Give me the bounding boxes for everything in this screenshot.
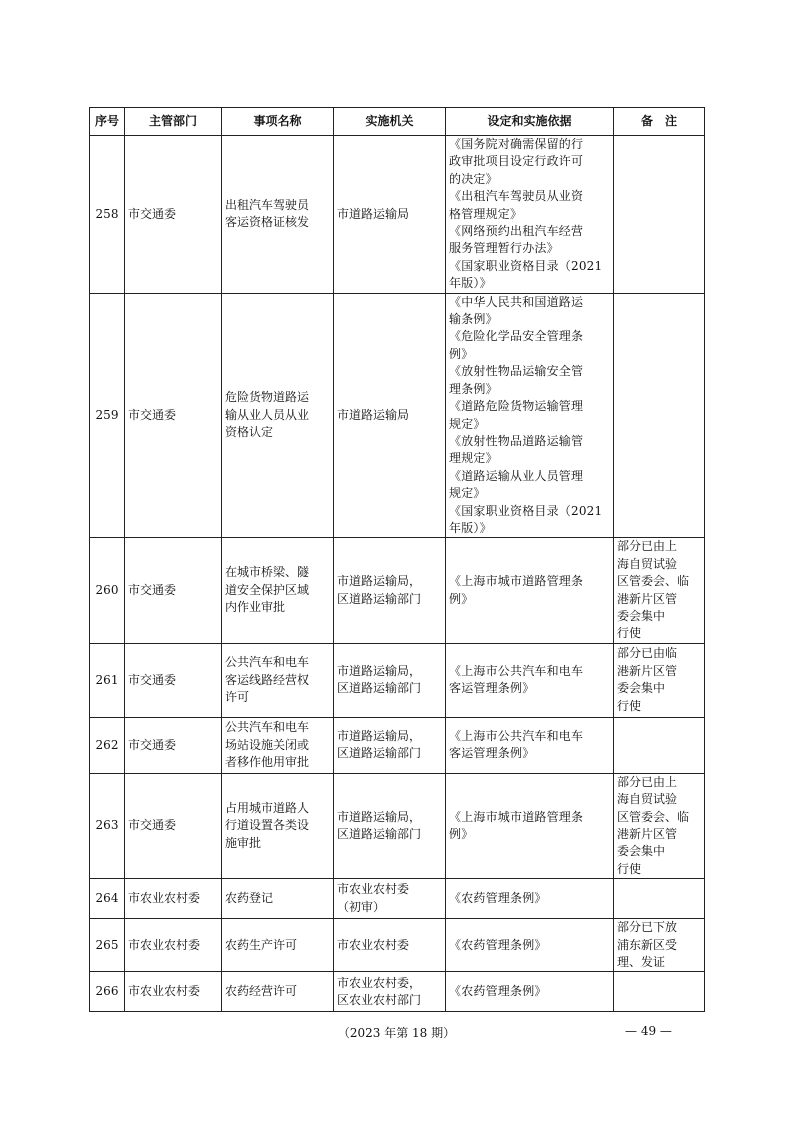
cell-item-name-line: 农药登记: [225, 891, 274, 906]
page-number: — 49 —: [625, 1024, 672, 1038]
cell-basis-line: 客运管理条例》: [449, 746, 535, 761]
cell-item-name-line: 公共汽车和电车: [225, 655, 310, 670]
cell-basis-line: 例》: [449, 591, 474, 606]
cell-basis-line: 输条例》: [449, 312, 498, 327]
cell-note: [614, 538, 705, 643]
cell-agency-line: 市道路运输局，: [337, 574, 422, 589]
header-agency: 实施机关: [334, 108, 446, 136]
cell-basis-line: 《网络预约出租汽车经营: [449, 224, 584, 239]
cell-note-line: 委会集中: [617, 844, 666, 859]
cell-item-name-line: 内作业审批: [225, 600, 286, 615]
cell-basis: [446, 919, 614, 972]
cell-basis-line: 《道路运输从业人员管理: [449, 468, 584, 483]
cell-basis-line: 《上海市城市道路管理条: [449, 809, 584, 824]
cell-agency: [334, 717, 446, 773]
cell-basis: [446, 538, 614, 643]
cell-agency-line: 市道路运输局，: [337, 809, 422, 824]
cell-note-line: 部分已由上: [617, 539, 678, 554]
cell-agency: [334, 972, 446, 1012]
issue-label: （2023 年第 18 期）: [337, 1026, 456, 1040]
header-serial: 序号: [90, 108, 125, 136]
cell-item-name: [222, 773, 334, 878]
cell-serial: 263: [90, 773, 125, 878]
cell-item-name-line: 占用城市道路人: [225, 800, 310, 815]
cell-basis-line: 理规定》: [449, 451, 498, 466]
cell-serial: 266: [90, 972, 125, 1012]
cell-basis-line: 《放射性物品运输安全管: [449, 364, 584, 379]
cell-agency: [334, 136, 446, 294]
header-department: 主管部门: [125, 108, 222, 136]
cell-basis: [446, 136, 614, 294]
cell-agency-line: 区道路运输部门: [337, 681, 422, 696]
cell-item-name-line: 道安全保护区域: [225, 582, 310, 597]
table-row: [90, 293, 705, 538]
cell-serial: 259: [90, 293, 125, 538]
cell-item-name: [222, 293, 334, 538]
cell-agency-line: （初审）: [337, 899, 386, 914]
cell-basis-line: 《出租汽车驾驶员从业资: [449, 189, 584, 204]
cell-agency-line: 市道路运输局，: [337, 728, 422, 743]
table-row: [90, 972, 705, 1012]
cell-item-name-line: 资格认定: [225, 425, 274, 440]
cell-note-line: 浦东新区受: [617, 937, 678, 952]
cell-item-name-line: 许可: [225, 689, 250, 704]
cell-agency-line: 市道路运输局: [337, 206, 410, 221]
cell-note: [614, 879, 705, 919]
cell-note-line: 海自贸试验: [617, 792, 678, 807]
cell-note-line: 区管委会、临: [617, 809, 690, 824]
cell-basis-line: 规定》: [449, 486, 486, 501]
cell-note-line: 理、发证: [617, 955, 666, 970]
table-row: [90, 538, 705, 643]
cell-note-line: 港新片区管: [617, 663, 678, 678]
cell-department: 市交通委: [125, 136, 222, 294]
cell-agency-line: 区道路运输部门: [337, 591, 422, 606]
cell-agency: [334, 773, 446, 878]
cell-note-line: 海自贸试验: [617, 556, 678, 571]
cell-basis-line: 格管理规定》: [449, 206, 523, 221]
cell-basis: [446, 773, 614, 878]
cell-note-line: 行使: [617, 698, 642, 713]
cell-basis-line: 《国家职业资格目录（2021: [449, 258, 603, 273]
cell-department: 市农业农村委: [125, 919, 222, 972]
cell-basis-line: 年版）》: [449, 276, 492, 291]
cell-basis-line: 《上海市公共汽车和电车: [449, 728, 584, 743]
cell-basis: [446, 717, 614, 773]
table-row: [90, 717, 705, 773]
header-basis: 设定和实施依据: [446, 108, 614, 136]
cell-item-name: [222, 879, 334, 919]
cell-item-name-line: 出租汽车驾驶员: [225, 197, 310, 212]
cell-basis-line: 理条例》: [449, 381, 498, 396]
cell-agency-line: 市农业农村委，: [337, 975, 422, 990]
cell-basis-line: 《国家职业资格目录（2021: [449, 503, 603, 518]
header-item-name: 事项名称: [222, 108, 334, 136]
cell-serial: 262: [90, 717, 125, 773]
document-table: [89, 107, 705, 1012]
cell-basis-line: 政审批项目设定行政许可: [449, 154, 584, 169]
cell-item-name-line: 客运资格证核发: [225, 215, 310, 230]
cell-department: 市农业农村委: [125, 972, 222, 1012]
cell-item-name-line: 者移作他用审批: [225, 754, 310, 769]
cell-basis-line: 的决定》: [449, 171, 498, 186]
cell-basis-line: 《中华人民共和国道路运: [449, 294, 584, 309]
cell-note-line: 行使: [617, 861, 642, 876]
cell-agency: [334, 643, 446, 717]
cell-agency-line: 市道路运输局: [337, 407, 410, 422]
cell-agency-line: 区道路运输部门: [337, 746, 422, 761]
cell-note: [614, 643, 705, 717]
cell-item-name: [222, 136, 334, 294]
cell-basis-line: 《上海市公共汽车和电车: [449, 663, 584, 678]
cell-department: 市农业农村委: [125, 879, 222, 919]
table-row: [90, 773, 705, 878]
cell-agency-line: 市农业农村委: [337, 937, 410, 952]
cell-note-line: 委会集中: [617, 681, 666, 696]
table-row: [90, 879, 705, 919]
cell-basis-line: 例》: [449, 827, 474, 841]
cell-item-name-line: 公共汽车和电车: [225, 720, 310, 735]
cell-agency: [334, 538, 446, 643]
table-body: [90, 136, 705, 1012]
cell-note: [614, 919, 705, 972]
cell-agency: [334, 293, 446, 538]
cell-note-line: 部分已下放: [617, 920, 678, 935]
cell-serial: 264: [90, 879, 125, 919]
cell-agency-line: 市道路运输局，: [337, 663, 422, 678]
cell-basis-line: 《农药管理条例》: [449, 937, 547, 952]
cell-basis-line: 《国务院对确需保留的行: [449, 137, 584, 151]
cell-note: [614, 717, 705, 773]
cell-note: [614, 293, 705, 538]
table-row: [90, 643, 705, 717]
cell-agency-line: 市农业农村委: [337, 882, 410, 897]
cell-item-name: [222, 643, 334, 717]
cell-serial: 265: [90, 919, 125, 972]
cell-basis-line: 《农药管理条例》: [449, 984, 547, 999]
cell-item-name-line: 场站设施关闭或: [225, 737, 310, 752]
cell-item-name-line: 农药经营许可: [225, 984, 298, 999]
cell-department: 市交通委: [125, 538, 222, 643]
cell-item-name: [222, 538, 334, 643]
cell-department: 市交通委: [125, 643, 222, 717]
table-row: [90, 136, 705, 294]
cell-basis-line: 《道路危险货物运输管理: [449, 399, 584, 414]
cell-department: 市交通委: [125, 773, 222, 878]
cell-note: [614, 136, 705, 294]
cell-item-name-line: 危险货物道路运: [225, 390, 310, 405]
cell-item-name: [222, 972, 334, 1012]
cell-basis-line: 例》: [449, 346, 474, 361]
cell-basis-line: 服务管理暂行办法》: [449, 241, 559, 256]
cell-item-name-line: 在城市桥梁、隧: [225, 565, 310, 580]
cell-basis-line: 客运管理条例》: [449, 681, 535, 696]
cell-basis-line: 《放射性物品道路运输管: [449, 433, 584, 448]
cell-agency: [334, 879, 446, 919]
cell-basis: [446, 643, 614, 717]
cell-item-name-line: 施审批: [225, 835, 262, 850]
cell-basis-line: 《农药管理条例》: [449, 891, 547, 906]
cell-serial: 258: [90, 136, 125, 294]
cell-note-line: 行使: [617, 626, 642, 641]
cell-item-name: [222, 919, 334, 972]
cell-basis: [446, 972, 614, 1012]
cell-note-line: 委会集中: [617, 608, 666, 623]
cell-note: [614, 773, 705, 878]
cell-note-line: 区管委会、临: [617, 574, 690, 589]
cell-note-line: 港新片区管: [617, 827, 678, 841]
cell-basis-line: 《危险化学品安全管理条: [449, 329, 584, 344]
cell-department: 市交通委: [125, 717, 222, 773]
cell-agency: [334, 919, 446, 972]
cell-note-line: 部分已由上: [617, 774, 678, 789]
cell-item-name-line: 农药生产许可: [225, 937, 298, 952]
cell-agency-line: 区道路运输部门: [337, 827, 422, 841]
cell-agency-line: 区农业农村部门: [337, 992, 422, 1007]
table-header-row: [90, 108, 705, 136]
cell-item-name-line: 输从业人员从业: [225, 407, 310, 422]
cell-department: 市交通委: [125, 293, 222, 538]
cell-basis-line: 规定》: [449, 416, 486, 431]
cell-note-line: 部分已由临: [617, 646, 678, 661]
cell-item-name-line: 客运线路经营权: [225, 672, 310, 687]
cell-basis-line: 《上海市城市道路管理条: [449, 574, 584, 589]
cell-note-line: 港新片区管: [617, 591, 678, 606]
table-row: [90, 919, 705, 972]
cell-basis-line: 年版）》: [449, 520, 492, 535]
cell-basis: [446, 293, 614, 538]
cell-item-name: [222, 717, 334, 773]
cell-serial: 261: [90, 643, 125, 717]
cell-item-name-line: 行道设置各类设: [225, 818, 310, 833]
cell-note: [614, 972, 705, 1012]
header-note: 备 注: [614, 108, 705, 136]
cell-serial: 260: [90, 538, 125, 643]
cell-basis: [446, 879, 614, 919]
